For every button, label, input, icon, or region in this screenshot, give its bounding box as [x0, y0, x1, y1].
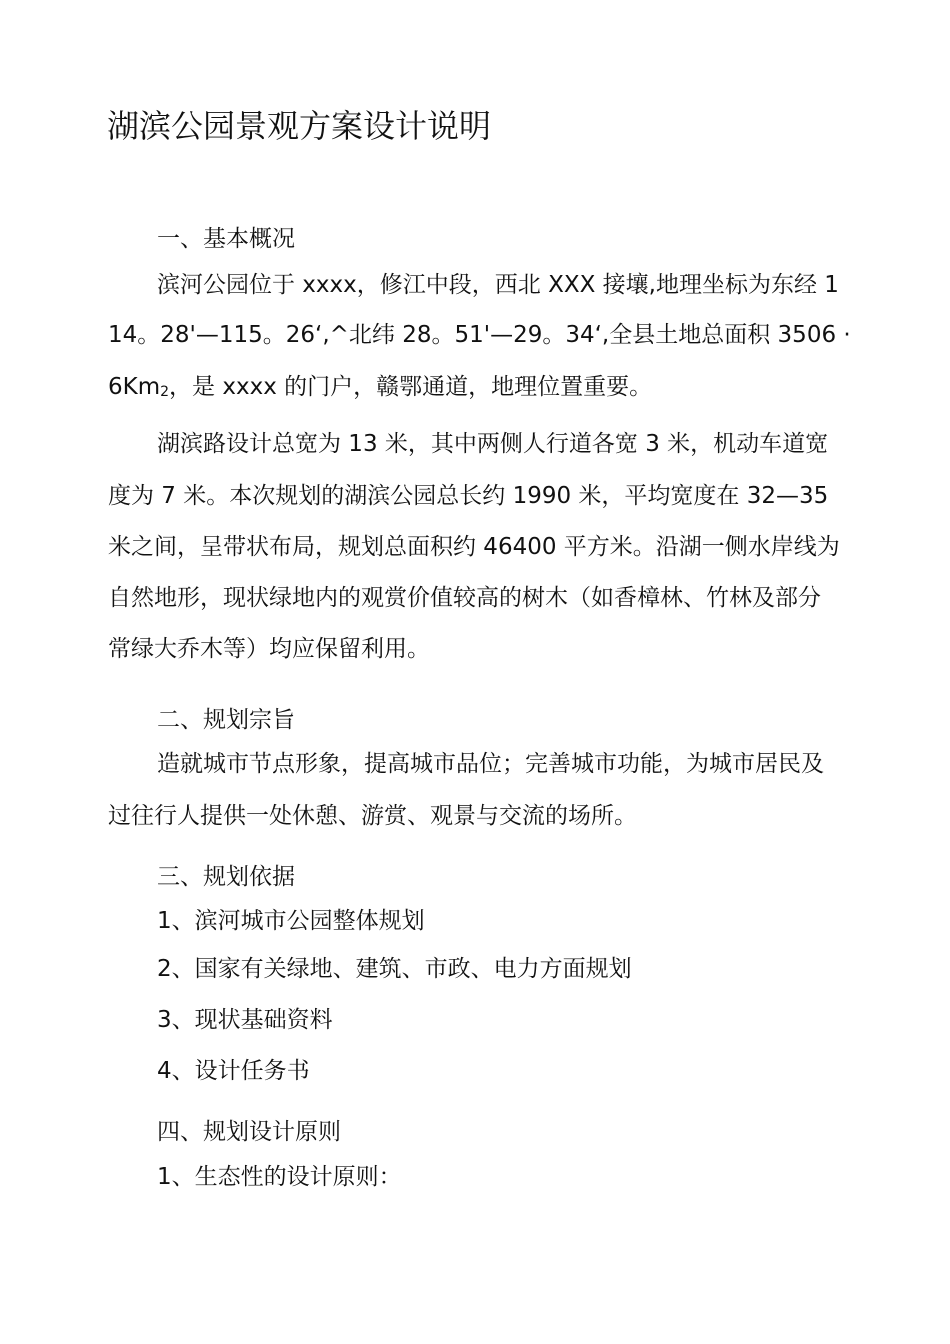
subscript-text: 2 [160, 384, 170, 400]
document-title: 湖滨公园景观方案设计说明 [107, 107, 492, 145]
paragraph-line: 常绿大乔木等）均应保留利用。 [108, 636, 430, 662]
list-item: 4、设计任务书 [157, 1058, 310, 1084]
paragraph-line: 造就城市节点形象，提高城市品位；完善城市功能，为城市居民及 [157, 751, 824, 777]
paragraph-line: 过往行人提供一处休憩、游赏、观景与交流的场所。 [108, 803, 637, 829]
paragraph-line: 自然地形，现状绿地内的观赏价值较高的树木（如香樟林、竹林及部分 [108, 585, 821, 611]
paragraph-line: 米之间，呈带状布局，规划总面积约 46400 平方米。沿湖一侧水岸线为 [108, 534, 840, 560]
list-item: 3、现状基础资料 [157, 1007, 333, 1033]
paragraph-line: 湖滨路设计总宽为 13 米，其中两侧人行道各宽 3 米，机动车道宽 [157, 431, 829, 457]
paragraph-line [108, 372, 652, 405]
list-item: 1、生态性的设计原则： [157, 1164, 402, 1190]
paragraph-line: 度为 7 米。本次规划的湖滨公园总长约 1990 米，平均宽度在 32—35 [108, 483, 829, 509]
list-item: 2、国家有关绿地、建筑、市政、电力方面规划 [157, 956, 632, 982]
paragraph-line: 滨河公园位于 xxxx，修江中段，西北 XXX 接壤,地理坐标为东经 1 [157, 272, 839, 298]
paragraph-line: 14。28'—115。26‘,^北纬 28。51'—29。34‘,全县土地总面积 3506 · [108, 322, 851, 348]
section-heading-design-principles: 四、规划设计原则 [157, 1119, 341, 1145]
section-heading-planning-purpose: 二、规划宗旨 [157, 707, 295, 733]
section-heading-basic-overview: 一、基本概况 [157, 226, 295, 252]
text-fragment: ，是 xxxx 的门户，赣鄂通道，地理位置重要。 [169, 374, 653, 400]
section-heading-planning-basis: 三、规划依据 [157, 864, 295, 890]
list-item: 1、滨河城市公园整体规划 [157, 908, 425, 934]
text-fragment: 6Km [108, 374, 161, 400]
